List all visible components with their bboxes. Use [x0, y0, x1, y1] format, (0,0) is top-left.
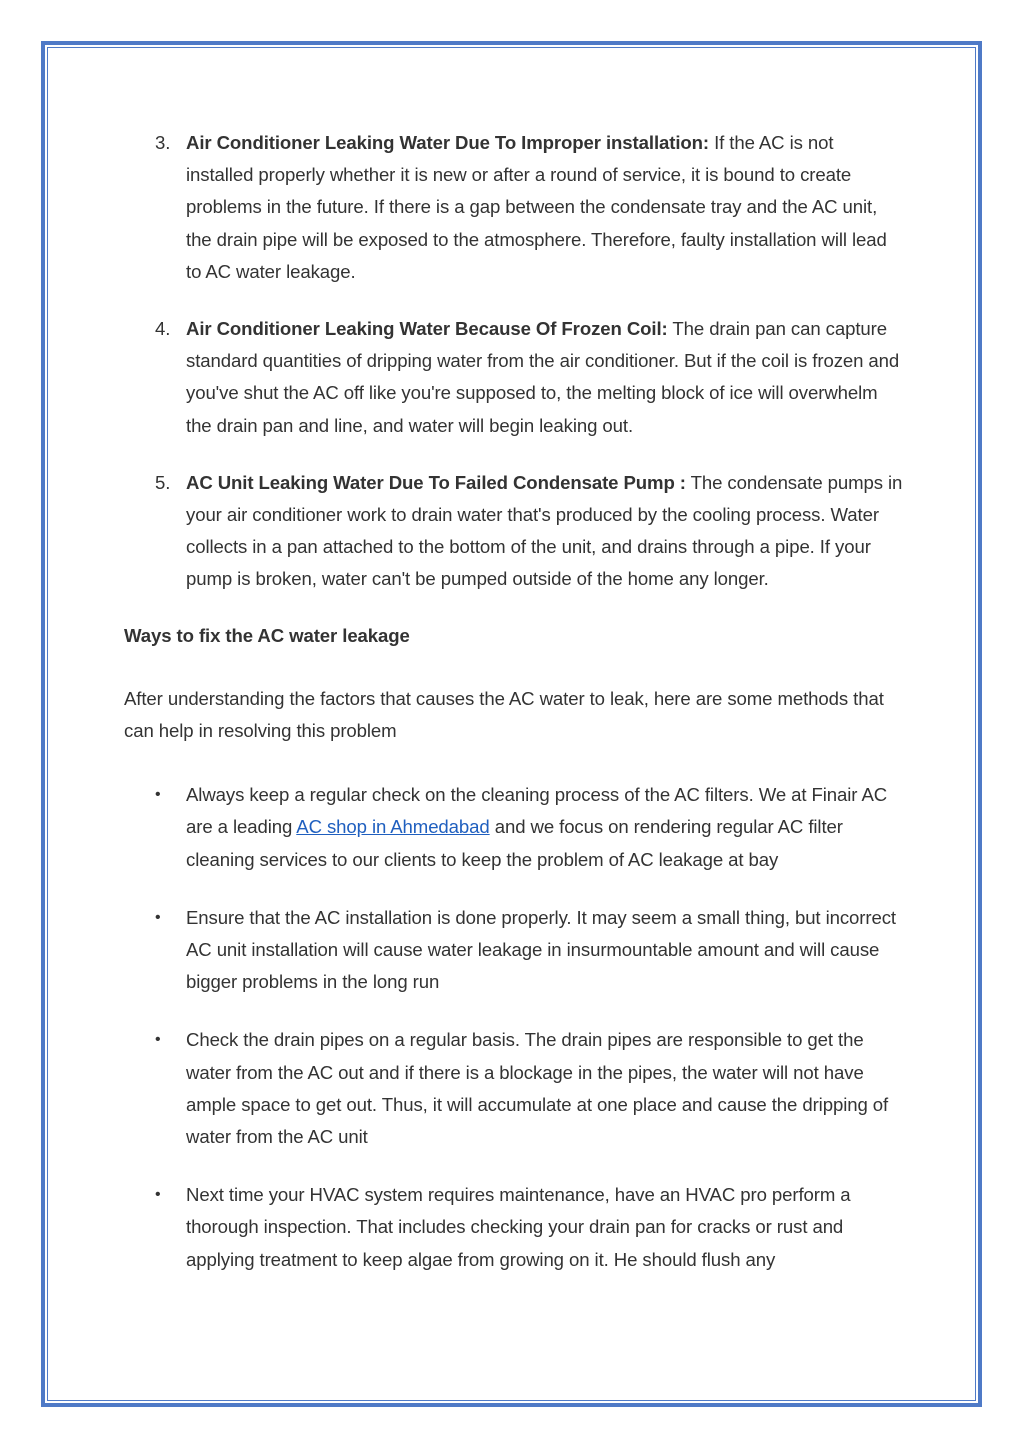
bullet-text-start: Always keep a regular check on the cleaning process of the AC filters. We at Finair AC are a leading	[186, 784, 888, 838]
section-heading: Ways to fix the AC water leakage	[124, 624, 410, 646]
item-text: The drain pan can capture standard quantities of dripping water from the air conditioner. But if the coil is frozen and you've shut the AC off like you're supposed to, the melting block of ice will overwhelm the drain pan and line, and water will begin leaking out.	[186, 318, 900, 436]
item-text: The condensate pumps in your air conditioner work to drain water that's produced by the cooling process. Water collects in a pan attached to the bottom of the unit, and drains through a pipe. If your pump is broken, water can't be pumped outside of the home any longer.	[186, 471, 903, 590]
item-title: Air Conditioner Leaking Water Due To Improper installation:	[186, 132, 710, 153]
bullet-marker: •	[155, 1031, 161, 1049]
bullet-item-installation	[124, 902, 904, 999]
bullet-marker: •	[155, 908, 161, 926]
bullet-text: Check the drain pipes on a regular basis. The drain pipes are responsible to get the water from the AC out and if there is a blockage in the pipes, the water will not have ample space to get out. Thus, it will accumulate at one place and cause the dripping of water from the AC unit	[186, 1029, 889, 1148]
bullet-marker: •	[155, 1186, 161, 1204]
bullet-item-hvac-inspection	[124, 1179, 904, 1276]
ac-shop-link[interactable]: AC shop in Ahmedabad	[296, 816, 490, 838]
list-number: 3.	[155, 132, 171, 153]
bullet-text-end: and we focus on rendering regular AC filter cleaning services to our clients to keep the problem of AC leakage at bay	[186, 816, 843, 870]
numbered-item-frozen-coil	[124, 313, 904, 442]
item-title: Air Conditioner Leaking Water Because Of Frozen Coil:	[186, 318, 668, 340]
intro-paragraph: After understanding the factors that causes the AC water to leak, here are some methods that can help in resolving this problem	[124, 687, 884, 742]
bullet-text: Ensure that the AC installation is done properly. It may seem a small thing, but incorrect AC unit installation will cause water leakage in insurmountable amount and will cause bigger problems in the long run	[186, 906, 896, 993]
bullet-item-drain-pipes	[124, 1024, 904, 1153]
list-number: 4.	[155, 318, 171, 340]
list-number: 5.	[155, 471, 171, 493]
numbered-item-improper-installation	[124, 127, 904, 288]
item-text: If the AC is not installed properly whether it is new or after a round of service, it is bound to create problems in the future. If there is a gap between the condensate tray and the AC unit, the drain pipe will be exposed to the atmosphere. Therefore, faulty installation will lead to AC water leakage.	[186, 132, 887, 282]
item-title: AC Unit Leaking Water Due To Failed Condensate Pump :	[186, 471, 686, 493]
document-body	[124, 127, 904, 1302]
bullet-item-filters	[124, 779, 904, 876]
bullet-text: Next time your HVAC system requires maintenance, have an HVAC pro perform a thorough inspection. That includes checking your drain pan for cracks or rust and applying treatment to keep algae from growing on it. He should flush any	[186, 1184, 851, 1270]
numbered-item-condensate-pump	[124, 467, 904, 596]
bullet-marker: •	[155, 786, 161, 804]
